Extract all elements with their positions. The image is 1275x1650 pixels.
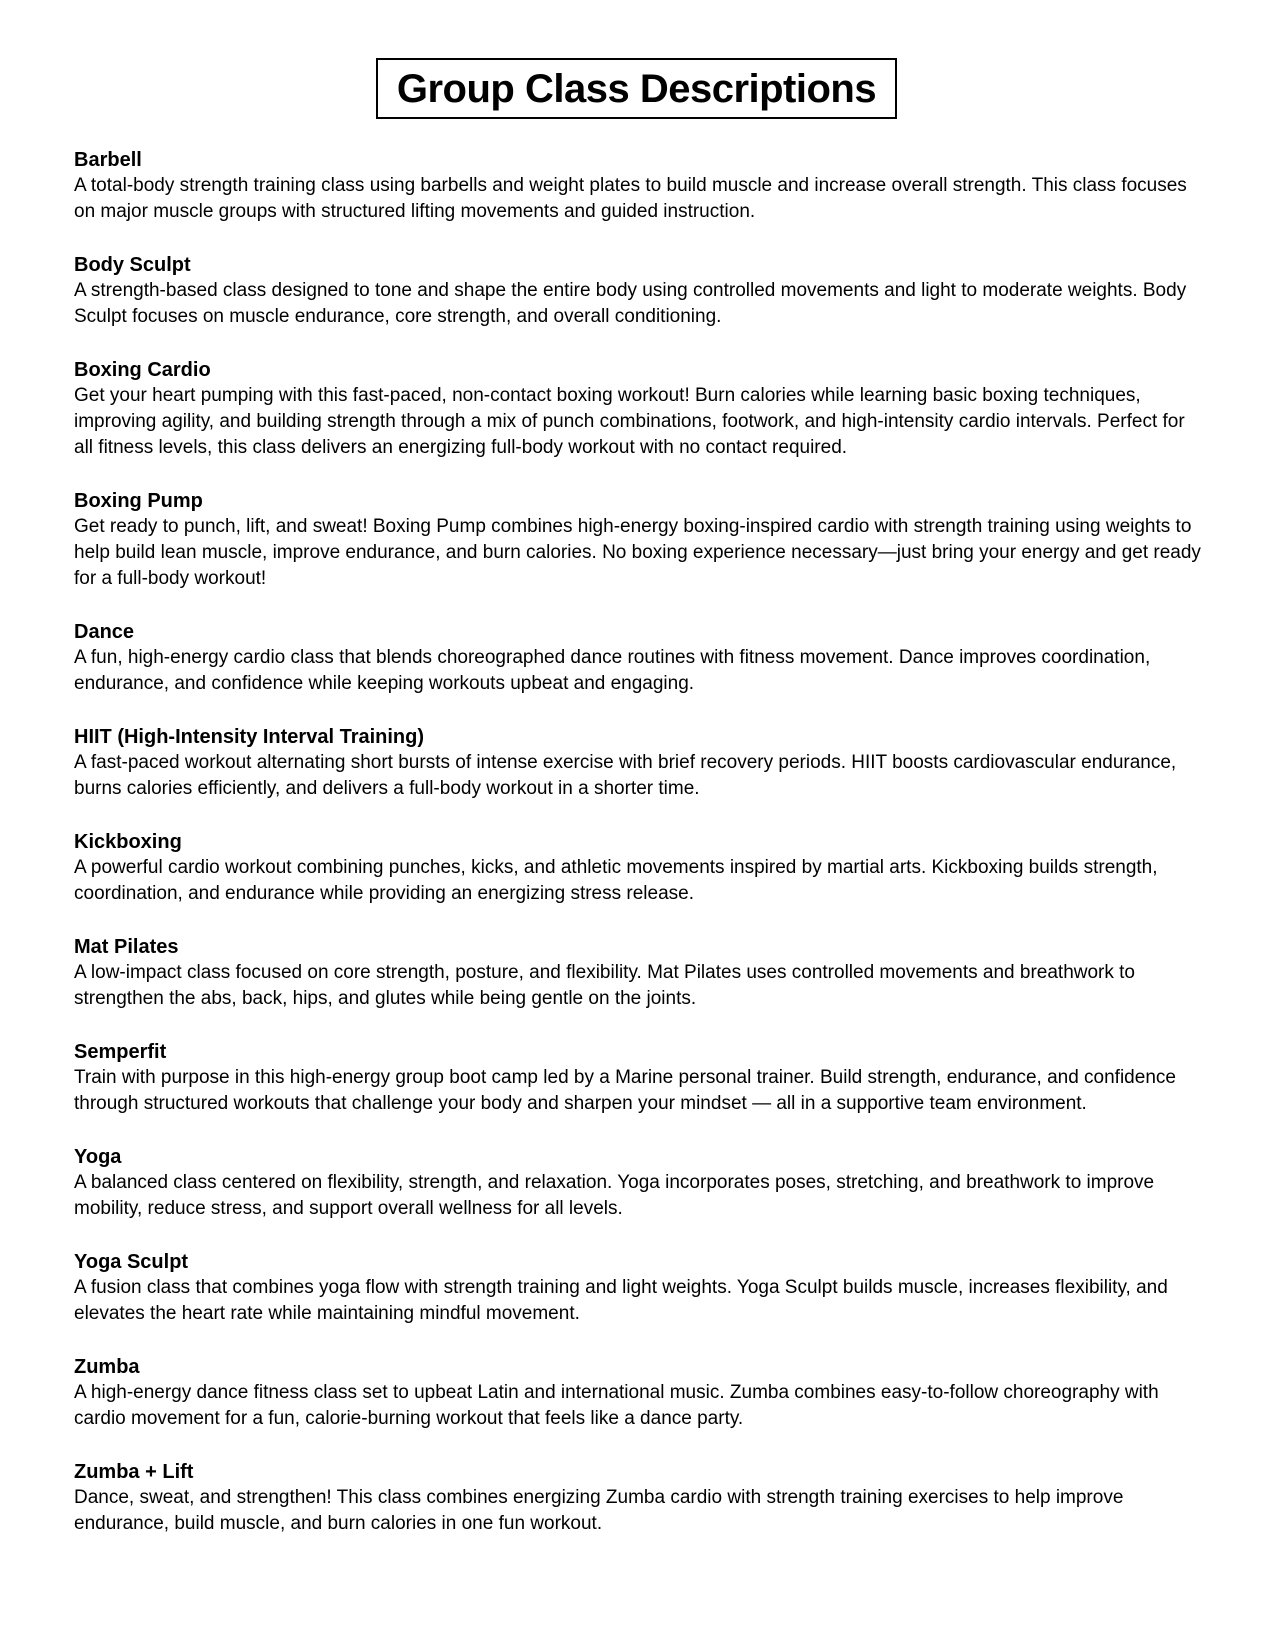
class-entry-body-sculpt [74,252,1204,330]
class-name: Yoga [74,1146,122,1168]
class-description: Get ready to punch, lift, and sweat! Boxing Pump combines high-energy boxing-inspired cardio with strength training using weights to help build lean muscle, improve endurance, and burn calories. No boxing experience necessary—just bring your energy and get ready for a full-body workout! [74,516,1201,589]
class-list [74,147,1204,1564]
class-entry-barbell [74,147,1204,225]
class-description: Train with purpose in this high-energy group boot camp led by a Marine personal trainer. Build strength, endurance, and confidence through structured workouts that challenge your body and sharpen your mindset — all in a supportive team environment. [74,1067,1176,1114]
class-name: Zumba [74,1356,140,1378]
class-entry-kickboxing [74,829,1204,907]
class-entry-zumba-lift [74,1459,1204,1537]
class-entry-hiit [74,724,1204,802]
class-name: Mat Pilates [74,936,179,958]
class-entry-boxing-cardio [74,357,1204,461]
class-name: Yoga Sculpt [74,1251,189,1273]
class-description: A powerful cardio workout combining punches, kicks, and athletic movements inspired by martial arts. Kickboxing builds strength, coordination, and endurance while providing an energizing stress release. [74,857,1158,904]
class-entry-zumba [74,1354,1204,1432]
class-name: Barbell [74,149,142,171]
class-entry-mat-pilates [74,934,1204,1012]
class-name: Boxing Pump [74,490,203,512]
class-entry-yoga [74,1144,1204,1222]
class-description: A fun, high-energy cardio class that blends choreographed dance routines with fitness movement. Dance improves coordination, endurance, and confidence while keeping workouts upbeat and engaging. [74,647,1151,694]
class-description: A fast-paced workout alternating short bursts of intense exercise with brief recovery periods. HIIT boosts cardiovascular endurance, burns calories efficiently, and delivers a full-body workout in a shorter time. [74,752,1177,799]
class-name: Zumba + Lift [74,1461,194,1483]
class-entry-semperfit [74,1039,1204,1117]
class-entry-boxing-pump [74,488,1204,592]
class-name: Kickboxing [74,831,182,853]
class-entry-yoga-sculpt [74,1249,1204,1327]
class-name: Body Sculpt [74,254,191,276]
class-description: A strength-based class designed to tone and shape the entire body using controlled movements and light to moderate weights. Body Sculpt focuses on muscle endurance, core strength, and overall conditioning. [74,280,1187,327]
title-box [376,58,897,119]
class-description: A fusion class that combines yoga flow with strength training and light weights. Yoga Sculpt builds muscle, increases flexibility, and elevates the heart rate while maintaining mindful movement. [74,1277,1168,1324]
class-description: A balanced class centered on flexibility, strength, and relaxation. Yoga incorporates poses, stretching, and breathwork to improve mobility, reduce stress, and support overall wellness for all levels. [74,1172,1155,1219]
class-entry-dance [74,619,1204,697]
class-name: Boxing Cardio [74,359,211,381]
class-description: A high-energy dance fitness class set to upbeat Latin and international music. Zumba combines easy-to-follow choreography with cardio movement for a fun, calorie-burning workout that feels like a dance party. [74,1382,1159,1429]
class-description: A total-body strength training class using barbells and weight plates to build muscle and increase overall strength. This class focuses on major muscle groups with structured lifting movements and guided instruction. [74,175,1187,222]
class-description: Dance, sweat, and strengthen! This class combines energizing Zumba cardio with strength training exercises to help improve endurance, build muscle, and burn calories in one fun workout. [74,1487,1124,1534]
page-title: Group Class Descriptions [396,66,877,111]
class-description: Get your heart pumping with this fast-paced, non-contact boxing workout! Burn calories while learning basic boxing techniques, improving agility, and building strength through a mix of punch combinations, footwork, and high-intensity cardio intervals. Perfect for all fitness levels, this class delivers an energizing full-body workout with no contact required. [74,385,1185,458]
class-name: HIIT (High-Intensity Interval Training) [74,726,425,748]
class-name: Semperfit [74,1041,167,1063]
class-name: Dance [74,621,135,643]
class-description: A low-impact class focused on core strength, posture, and flexibility. Mat Pilates uses controlled movements and breathwork to strengthen the abs, back, hips, and glutes while being gentle on the joints. [74,962,1135,1009]
